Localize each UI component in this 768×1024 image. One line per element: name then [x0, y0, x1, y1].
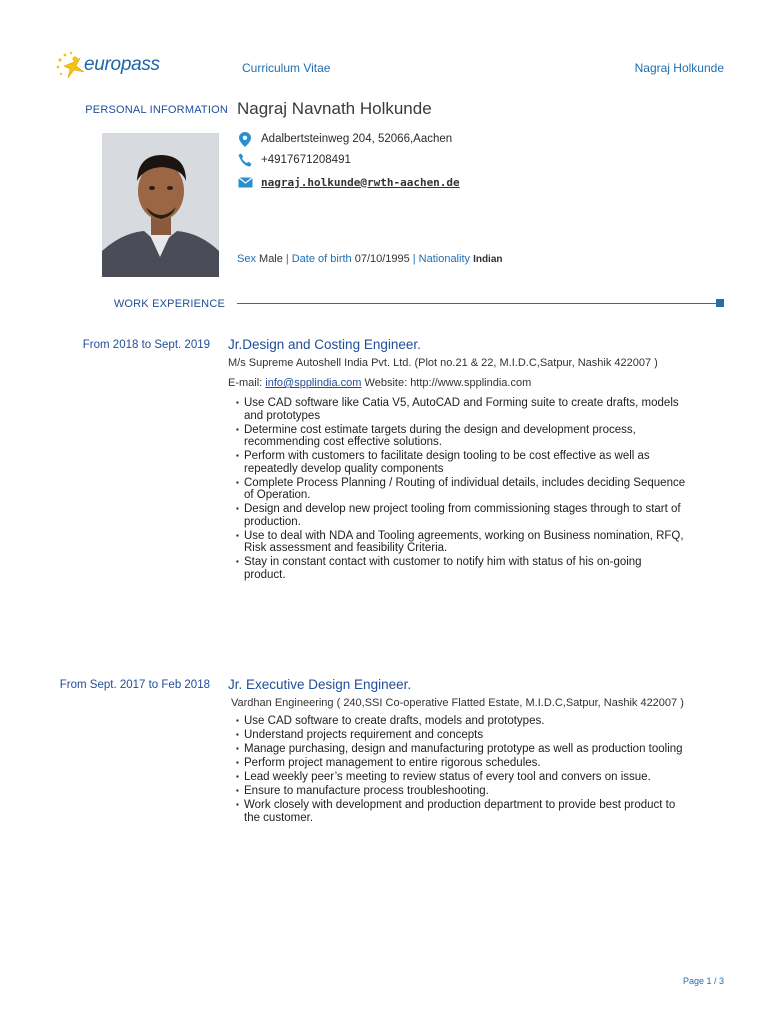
duty-item: ▪ Use CAD software like Catia V5, AutoCAD and Forming suite to create drafts, models and prototypes	[236, 397, 686, 422]
personal-details-line	[237, 253, 503, 265]
job-employer: Vardhan Engineering ( 240,SSI Co-operative Flatted Estate, M.I.D.C,Satpur, Nashik 422007 )	[231, 697, 684, 709]
phone-icon	[237, 152, 253, 168]
duty-item: ▪ Manage purchasing, design and manufacturing prototype as well as production tooling	[236, 743, 686, 756]
duty-item: ▪ Ensure to manufacture process troubleshooting.	[236, 785, 686, 798]
company-email-link[interactable]: info@spplindia.com	[265, 377, 362, 389]
job-duties-list	[236, 397, 686, 583]
separator: |	[285, 253, 289, 265]
duty-item: ▪ Work closely with development and production department to provide best product to the customer.	[236, 799, 686, 824]
address-text: Adalbertsteinweg 204, 52066,Aachen	[261, 133, 453, 145]
sex-label: Sex	[237, 253, 256, 265]
page-number: Page 1 / 3	[682, 976, 724, 986]
duty-item: ▪ Understand projects requirement and concepts	[236, 729, 686, 742]
dob-label: Date of birth	[291, 253, 352, 265]
job-dates: From 2018 to Sept. 2019	[82, 339, 210, 351]
profile-photo	[102, 133, 219, 277]
address-row	[237, 131, 452, 147]
company-website[interactable]: http://www.spplindia.com	[410, 377, 532, 389]
job-dates: From Sept. 2017 to Feb 2018	[59, 679, 210, 691]
job-contact-line	[228, 377, 531, 389]
personal-information-heading: PERSONAL INFORMATION	[85, 104, 228, 116]
phone-text: +4917671208491	[261, 154, 351, 166]
document-title: Curriculum Vitae	[242, 61, 331, 75]
sex-value: Male	[259, 253, 283, 265]
duty-item: ▪ Perform with customers to facilitate design tooling to be cost effective as well as repeatedly develop quality components	[236, 450, 686, 475]
header-owner-name: Nagraj Holkunde	[634, 61, 724, 75]
duty-item: ▪ Perform project management to entire rigorous schedules.	[236, 757, 686, 770]
duty-item: ▪ Use to deal with NDA and Tooling agreements, working on Business nomination, RFQ, Risk assessment and feasibility Criteria.	[236, 530, 686, 555]
dob-value: 07/10/1995	[354, 253, 410, 265]
work-experience-heading: WORK EXPERIENCE	[113, 298, 225, 310]
nationality-label: Nationality	[418, 253, 470, 265]
europass-wordmark: europass	[84, 54, 160, 75]
nationality-value: Indian	[473, 254, 503, 265]
duty-item: ▪ Design and develop new project tooling from commissioning stages through to start of production.	[236, 503, 686, 528]
separator: |	[412, 253, 416, 265]
job-duties-list	[236, 715, 686, 826]
duty-item: ▪ Stay in constant contact with customer to notify him with status of his on-going product.	[236, 556, 686, 581]
job-title: Jr. Executive Design Engineer.	[228, 677, 412, 692]
email-row	[237, 174, 460, 190]
duty-item: ▪ Use CAD software to create drafts, models and prototypes.	[236, 715, 686, 728]
europass-logo	[54, 50, 164, 84]
full-name: Nagraj Navnath Holkunde	[237, 99, 432, 118]
envelope-icon	[237, 174, 253, 190]
company-email-label: E-mail:	[228, 377, 263, 389]
duty-item: ▪ Complete Process Planning / Routing of individual details, includes deciding Sequence of Operation.	[236, 477, 686, 502]
section-divider-marker	[716, 299, 724, 307]
duty-item: ▪ Lead weekly peer’s meeting to review status of every tool and convers on issue.	[236, 771, 686, 784]
location-pin-icon	[237, 131, 253, 147]
portrait-image	[102, 133, 219, 277]
email-link[interactable]: nagraj.holkunde@rwth-aachen.de	[261, 175, 460, 189]
job-title: Jr.Design and Costing Engineer.	[228, 337, 421, 352]
phone-row	[237, 152, 351, 168]
company-website-label: Website:	[364, 377, 408, 389]
job-employer: M/s Supreme Autoshell India Pvt. Ltd. (Plot no.21 & 22, M.I.D.C,Satpur, Nashik 422007 )	[228, 357, 658, 369]
section-divider	[237, 303, 717, 304]
duty-item: ▪ Determine cost estimate targets during the design and development process, recommending cost effective solutions.	[236, 424, 686, 449]
